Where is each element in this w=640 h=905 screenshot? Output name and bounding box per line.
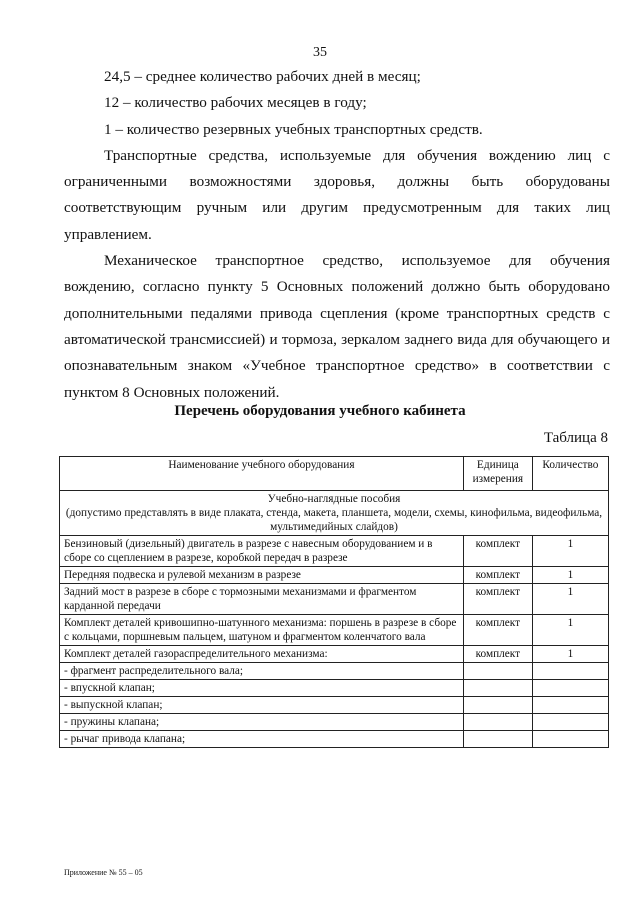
section-heading: Перечень оборудования учебного кабинета — [174, 403, 466, 419]
table-row — [60, 567, 609, 584]
cell-qty: 1 — [532, 584, 608, 615]
table-row — [60, 680, 609, 697]
paragraph-working-months: 12 – количество рабочих месяцев в году; — [104, 94, 367, 112]
cell-unit: комплект — [463, 646, 532, 663]
cell-unit — [463, 731, 532, 748]
page-number: 35 — [313, 45, 327, 60]
table-header-row — [60, 457, 609, 491]
cell-unit: комплект — [463, 567, 532, 584]
cell-name: Комплект деталей газораспределительного механизма: — [60, 646, 464, 663]
cell-unit — [463, 697, 532, 714]
table-row — [60, 584, 609, 615]
cell-unit — [463, 680, 532, 697]
equipment-table — [59, 456, 609, 748]
cell-qty — [532, 731, 608, 748]
cell-qty — [532, 680, 608, 697]
section-note: (допустимо представлять в виде плаката, стенда, макета, планшета, модели, схемы, кинофильма, видеофильма, мультимедийных слайдов) — [65, 507, 603, 533]
cell-qty — [532, 714, 608, 731]
header-qty: Количество — [532, 457, 608, 491]
table-row — [60, 615, 609, 646]
cell-name: - рычаг привода клапана; — [60, 731, 464, 748]
body-text — [64, 64, 610, 406]
cell-unit: комплект — [463, 615, 532, 646]
cell-qty: 1 — [532, 567, 608, 584]
paragraph-disabled-drivers: Транспортные средства, используемые для обучения вождению лиц с ограниченными возможностями здоровья, должны быть оборудованы соответствующим ручным или другим предусмотренным для таких лиц управлением. — [64, 146, 610, 243]
cell-name: Передняя подвеска и рулевой механизм в разрезе — [60, 567, 464, 584]
cell-qty: 1 — [532, 615, 608, 646]
footer: Приложение № 55 – 05 — [64, 868, 143, 877]
header-unit: Единица измерения — [463, 457, 532, 491]
cell-qty: 1 — [532, 646, 608, 663]
cell-qty: 1 — [532, 536, 608, 567]
table-caption: Таблица 8 — [543, 430, 608, 446]
table-row — [60, 714, 609, 731]
cell-unit — [463, 663, 532, 680]
cell-unit — [463, 714, 532, 731]
section-row — [60, 491, 609, 536]
paragraph-training-vehicle: Механическое транспортное средство, используемое для обучения вождению, согласно пункту 5 Основных положений должно быть оборудовано дополнительными педалями привода сцепления (кроме транспортных средств с автоматической трансмиссией) и тормоза, зеркалом заднего вида для обучающего и опознавательным знаком «Учебное транспортное средство» в соответствии с пунктом 8 Основных положений. — [64, 252, 610, 401]
cell-qty — [532, 663, 608, 680]
table-row — [60, 663, 609, 680]
cell-name: Комплект деталей кривошипно-шатунного механизма: поршень в разрезе в сборе с кольцами, поршневым пальцем, шатуном и фрагментом коленчатого вала — [60, 615, 464, 646]
cell-name: - пружины клапана; — [60, 714, 464, 731]
table-row — [60, 731, 609, 748]
cell-unit: комплект — [463, 536, 532, 567]
table-row — [60, 536, 609, 567]
cell-name: - фрагмент распределительного вала; — [60, 663, 464, 680]
paragraph-working-days: 24,5 – среднее количество рабочих дней в месяц; — [104, 68, 421, 85]
table-row — [60, 646, 609, 663]
section-cell — [60, 491, 609, 536]
cell-name: - выпускной клапан; — [60, 697, 464, 714]
header-name: Наименование учебного оборудования — [60, 457, 464, 491]
cell-name: Задний мост в разрезе в сборе с тормозными механизмами и фрагментом карданной передачи — [60, 584, 464, 615]
cell-qty — [532, 697, 608, 714]
section-title: Учебно-наглядные пособия — [267, 493, 401, 505]
paragraph-reserve-vehicles: 1 – количество резервных учебных транспортных средств. — [104, 120, 483, 138]
cell-unit: комплект — [463, 584, 532, 615]
cell-name: - впускной клапан; — [60, 680, 464, 697]
cell-name: Бензиновый (дизельный) двигатель в разрезе с навесным оборудованием и в сборе со сцеплением в разрезе, коробкой передач в разрезе — [60, 536, 464, 567]
table-row — [60, 697, 609, 714]
